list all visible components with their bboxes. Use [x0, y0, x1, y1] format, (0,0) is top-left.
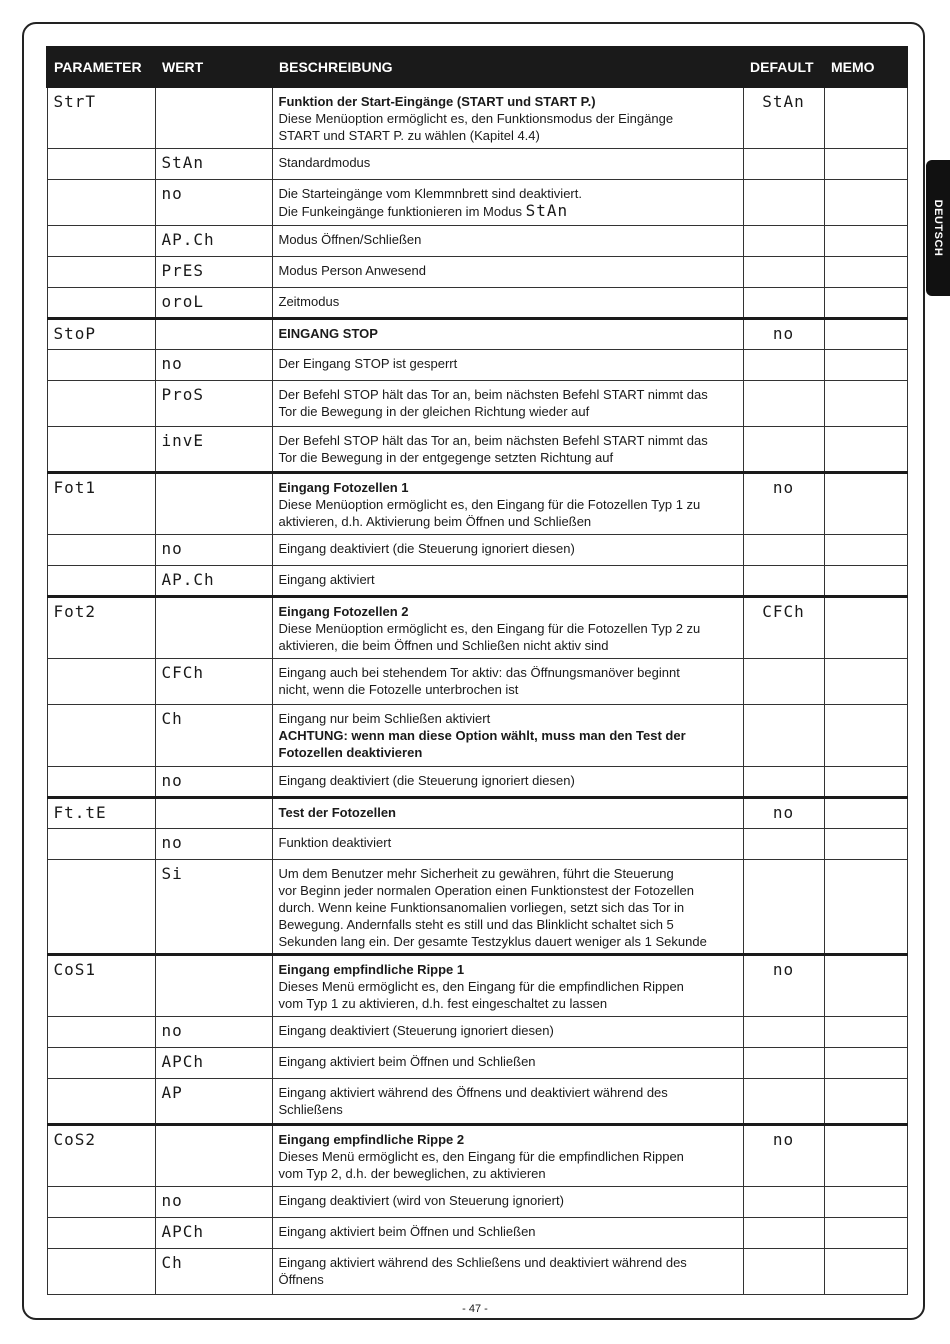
description-cell [272, 566, 743, 597]
memo-cell [824, 350, 907, 381]
description-line: Der Eingang STOP ist gesperrt [278, 356, 458, 371]
description-title: Eingang empfindliche Rippe 2 [278, 1132, 465, 1147]
description-line: Bewegung. Andernfalls steht es still und das Blinklicht schaltet sich 5 [278, 917, 674, 932]
description-line: Um dem Benutzer mehr Sicherheit zu gewähren, führt die Steuerung [278, 866, 674, 881]
memo-cell [824, 87, 907, 149]
value-cell [155, 1187, 272, 1218]
value-cell [155, 535, 272, 566]
parameter-cell [47, 226, 155, 257]
description-cell [272, 180, 743, 226]
parameter-cell [47, 427, 155, 473]
table-row [47, 798, 907, 829]
parameter-cell [47, 659, 155, 705]
description-cell [272, 319, 743, 350]
parameter-cell [47, 597, 155, 659]
memo-cell [824, 180, 907, 226]
default-cell [743, 149, 824, 180]
parameter-cell [47, 535, 155, 566]
default-cell [743, 860, 824, 955]
value-code: PrES [161, 261, 205, 280]
memo-cell [824, 705, 907, 767]
memo-cell [824, 566, 907, 597]
default-code: no [772, 324, 795, 343]
description-title: Test der Fotozellen [278, 805, 396, 820]
value-code: AP [161, 1083, 183, 1102]
parameter-cell [47, 149, 155, 180]
value-code: ProS [161, 385, 205, 404]
parameter-cell [47, 180, 155, 226]
value-cell [155, 860, 272, 955]
memo-cell [824, 257, 907, 288]
default-cell [743, 226, 824, 257]
value-code: Ch [161, 709, 183, 728]
memo-cell [824, 319, 907, 350]
value-code: no [161, 833, 183, 852]
value-cell [155, 1079, 272, 1125]
parameter-cell [47, 257, 155, 288]
value-cell [155, 257, 272, 288]
default-cell [743, 1218, 824, 1249]
value-code: oroL [161, 292, 205, 311]
value-cell [155, 955, 272, 1017]
table-row [47, 427, 907, 473]
description-cell [272, 149, 743, 180]
description-line: Eingang aktiviert [278, 572, 375, 587]
default-cell [743, 798, 824, 829]
parameter-cell [47, 1249, 155, 1295]
table-row [47, 767, 907, 798]
default-cell [743, 597, 824, 659]
table-row [47, 1125, 907, 1187]
description-line: aktivieren, die beim Öffnen und Schließen nicht aktiv sind [278, 638, 609, 653]
description-cell [272, 955, 743, 1017]
default-code: no [772, 478, 795, 497]
value-cell [155, 659, 272, 705]
value-cell [155, 1017, 272, 1048]
default-cell [743, 767, 824, 798]
memo-cell [824, 1125, 907, 1187]
parameter-cell [47, 87, 155, 149]
parameter-cell [47, 350, 155, 381]
parameter-cell [47, 1187, 155, 1218]
memo-cell [824, 473, 907, 535]
description-cell [272, 535, 743, 566]
memo-cell [824, 1187, 907, 1218]
description-cell [272, 257, 743, 288]
default-cell [743, 566, 824, 597]
language-tab-label: DEUTSCH [932, 199, 944, 257]
value-cell [155, 705, 272, 767]
default-cell [743, 427, 824, 473]
default-cell [743, 180, 824, 226]
table-row [47, 1017, 907, 1048]
table-row [47, 350, 907, 381]
header-beschreibung: BESCHREIBUNG [272, 47, 743, 87]
description-line: Eingang deaktiviert (die Steuerung ignoriert diesen) [278, 773, 575, 788]
description-line: Dieses Menü ermöglicht es, den Eingang für die empfindlichen Rippen [278, 979, 684, 994]
description-line: Schließens [278, 1102, 343, 1117]
description-line: vor Beginn jeder normalen Operation einen Funktionstest der Fotozellen [278, 883, 695, 898]
default-code: no [772, 1130, 795, 1149]
description-line: Tor die Bewegung in der gleichen Richtung wieder auf [278, 404, 590, 419]
description-line: Eingang deaktiviert (die Steuerung ignoriert diesen) [278, 541, 575, 556]
description-line: Sekunden lang ein. Der gesamte Testzyklus dauert weniger als 1 Sekunde [278, 934, 707, 949]
default-cell [743, 659, 824, 705]
description-cell [272, 860, 743, 955]
table-row [47, 1249, 907, 1295]
default-cell [743, 1187, 824, 1218]
parameter-cell [47, 473, 155, 535]
table-body [47, 87, 907, 1295]
description-title: Eingang Fotozellen 2 [278, 604, 409, 619]
value-cell [155, 226, 272, 257]
value-cell [155, 566, 272, 597]
description-cell [272, 597, 743, 659]
parameter-cell [47, 319, 155, 350]
value-cell [155, 180, 272, 226]
header-default: DEFAULT [743, 47, 824, 87]
memo-cell [824, 427, 907, 473]
parameter-cell [47, 288, 155, 319]
description-cell [272, 767, 743, 798]
memo-cell [824, 798, 907, 829]
description-line: vom Typ 1 zu aktivieren, d.h. fest eingeschaltet zu lassen [278, 996, 608, 1011]
description-cell [272, 1125, 743, 1187]
table-row [47, 535, 907, 566]
default-code: StAn [762, 92, 805, 111]
parameter-cell [47, 1017, 155, 1048]
header-memo: MEMO [824, 47, 907, 87]
description-cell [272, 288, 743, 319]
page-number: - 47 - [462, 1303, 488, 1315]
parameter-code: StrT [53, 92, 97, 111]
description-line: nicht, wenn die Fotozelle unterbrochen ist [278, 682, 519, 697]
memo-cell [824, 381, 907, 427]
table-row [47, 257, 907, 288]
parameter-code: StoP [53, 324, 97, 343]
parameter-cell [47, 1048, 155, 1079]
description-line: Eingang auch bei stehendem Tor aktiv: das Öffnungsmanöver beginnt [278, 665, 680, 680]
memo-cell [824, 597, 907, 659]
memo-cell [824, 1218, 907, 1249]
table-row [47, 705, 907, 767]
description-line: Der Befehl STOP hält das Tor an, beim nächsten Befehl START nimmt das [278, 433, 708, 448]
value-cell [155, 149, 272, 180]
memo-cell [824, 1017, 907, 1048]
parameter-cell [47, 767, 155, 798]
default-cell [743, 350, 824, 381]
value-cell [155, 597, 272, 659]
table-row [47, 955, 907, 1017]
value-cell [155, 798, 272, 829]
table-row [47, 1048, 907, 1079]
description-line: Diese Menüoption ermöglicht es, den Eingang für die Fotozellen Typ 2 zu [278, 621, 701, 636]
parameter-cell [47, 1125, 155, 1187]
value-cell [155, 350, 272, 381]
description-line: aktivieren, d.h. Aktivierung beim Öffnen und Schließen [278, 514, 592, 529]
description-cell [272, 1017, 743, 1048]
description-line: Eingang deaktiviert (wird von Steuerung ignoriert) [278, 1193, 564, 1208]
description-line: Tor die Bewegung in der entgegenge setzten Richtung auf [278, 450, 614, 465]
default-cell [743, 381, 824, 427]
description-line: Eingang aktiviert beim Öffnen und Schließen [278, 1054, 536, 1069]
memo-cell [824, 767, 907, 798]
memo-cell [824, 829, 907, 860]
default-cell [743, 829, 824, 860]
default-cell [743, 955, 824, 1017]
parameter-cell [47, 381, 155, 427]
warning-text: ACHTUNG: wenn man diese Option wählt, muss man den Test der Fotozellen deaktivieren [278, 728, 686, 760]
value-cell [155, 1249, 272, 1295]
description-cell [272, 381, 743, 427]
memo-cell [824, 288, 907, 319]
description-cell [272, 1249, 743, 1295]
table-row [47, 1218, 907, 1249]
table-row [47, 829, 907, 860]
table-row [47, 288, 907, 319]
value-cell [155, 381, 272, 427]
description-line: Die Starteingänge vom Klemmnbrett sind deaktiviert. [278, 186, 582, 201]
table-row [47, 597, 907, 659]
value-code: no [161, 354, 183, 373]
default-cell [743, 87, 824, 149]
value-cell [155, 319, 272, 350]
description-line: Standardmodus [278, 155, 371, 170]
description-cell [272, 350, 743, 381]
value-cell [155, 473, 272, 535]
default-cell [743, 535, 824, 566]
value-cell [155, 1125, 272, 1187]
description-cell [272, 829, 743, 860]
description-line: Eingang aktiviert während des Öffnens und deaktiviert während des [278, 1085, 668, 1100]
description-line: Diese Menüoption ermöglicht es, den Eingang für die Fotozellen Typ 1 zu [278, 497, 701, 512]
description-cell [272, 705, 743, 767]
parameter-cell [47, 955, 155, 1017]
description-line: Funktion deaktiviert [278, 835, 392, 850]
language-tab [926, 160, 950, 296]
table-row [47, 860, 907, 955]
description-title: EINGANG STOP [278, 326, 378, 341]
memo-cell [824, 535, 907, 566]
description-line: Eingang aktiviert während des Schließens und deaktiviert während des [278, 1255, 687, 1270]
description-line [279, 202, 737, 220]
description-line-text: Die Funkeingänge funktionieren im Modus [278, 204, 526, 219]
memo-cell [824, 955, 907, 1017]
parameter-cell [47, 798, 155, 829]
header-parameter: PARAMETER [47, 47, 155, 87]
description-cell [272, 659, 743, 705]
description-cell [272, 427, 743, 473]
memo-cell [824, 659, 907, 705]
default-cell [743, 1125, 824, 1187]
description-line: Eingang deaktiviert (Steuerung ignoriert diesen) [278, 1023, 554, 1038]
description-line: Diese Menüoption ermöglicht es, den Funktionsmodus der Eingänge [278, 111, 674, 126]
memo-cell [824, 1249, 907, 1295]
value-code: AP.Ch [161, 570, 215, 589]
header-wert: WERT [155, 47, 272, 87]
default-cell [743, 319, 824, 350]
default-cell [743, 257, 824, 288]
memo-cell [824, 149, 907, 180]
default-cell [743, 1249, 824, 1295]
description-cell [272, 1048, 743, 1079]
memo-cell [824, 1079, 907, 1125]
default-cell [743, 288, 824, 319]
value-code: Si [161, 864, 183, 883]
table-row [47, 566, 907, 597]
default-code: CFCh [762, 602, 805, 621]
table-row [47, 226, 907, 257]
description-line: Zeitmodus [278, 294, 340, 309]
value-code: AP.Ch [161, 230, 215, 249]
parameter-table [46, 46, 908, 1295]
table-row [47, 1187, 907, 1218]
description-line: Eingang nur beim Schließen aktiviert [278, 711, 491, 726]
parameter-cell [47, 1218, 155, 1249]
description-line: Eingang aktiviert beim Öffnen und Schließen [278, 1224, 536, 1239]
description-line: Modus Öffnen/Schließen [278, 232, 422, 247]
table-row [47, 473, 907, 535]
parameter-cell [47, 1079, 155, 1125]
description-title: Funktion der Start-Eingänge (START und START P.) [278, 94, 596, 109]
description-line: Der Befehl STOP hält das Tor an, beim nächsten Befehl START nimmt das [278, 387, 708, 402]
memo-cell [824, 1048, 907, 1079]
value-code: StAn [161, 153, 205, 172]
value-cell [155, 288, 272, 319]
description-line: Dieses Menü ermöglicht es, den Eingang für die empfindlichen Rippen [278, 1149, 684, 1164]
table-row [47, 87, 907, 149]
value-code: APCh [161, 1052, 205, 1071]
description-line: durch. Wenn keine Funktionsanomalien vorliegen, setzt sich das Tor in [278, 900, 685, 915]
description-cell [272, 1187, 743, 1218]
parameter-code: Fot2 [53, 602, 97, 621]
table-row [47, 149, 907, 180]
default-cell [743, 473, 824, 535]
value-cell [155, 1048, 272, 1079]
memo-cell [824, 860, 907, 955]
value-code: no [161, 771, 183, 790]
parameter-cell [47, 705, 155, 767]
description-cell [272, 798, 743, 829]
description-cell [272, 473, 743, 535]
description-line: Öffnens [278, 1272, 324, 1287]
description-cell [272, 226, 743, 257]
value-cell [155, 767, 272, 798]
description-cell [272, 1218, 743, 1249]
table-row [47, 180, 907, 226]
description-title: Eingang Fotozellen 1 [278, 480, 409, 495]
value-cell [155, 1218, 272, 1249]
value-code: Ch [161, 1253, 183, 1272]
value-code: no [161, 1021, 183, 1040]
table-row [47, 381, 907, 427]
parameter-code: Fot1 [53, 478, 97, 497]
default-code: no [772, 803, 795, 822]
parameter-cell [47, 829, 155, 860]
default-cell [743, 1017, 824, 1048]
default-cell [743, 705, 824, 767]
value-code: APCh [161, 1222, 205, 1241]
description-title: Eingang empfindliche Rippe 1 [278, 962, 465, 977]
memo-cell [824, 226, 907, 257]
table-row [47, 659, 907, 705]
value-cell [155, 427, 272, 473]
description-line: START und START P. zu wählen (Kapitel 4.4) [278, 128, 540, 143]
inline-code: StAn [525, 201, 569, 220]
parameter-code: CoS1 [53, 960, 97, 979]
parameter-code: CoS2 [53, 1130, 97, 1149]
table-header-row [47, 47, 907, 87]
value-code: CFCh [161, 663, 205, 682]
value-code: invE [161, 431, 205, 450]
description-cell [272, 1079, 743, 1125]
table-row [47, 1079, 907, 1125]
description-cell [272, 87, 743, 149]
value-cell [155, 87, 272, 149]
parameter-cell [47, 566, 155, 597]
description-line: Modus Person Anwesend [278, 263, 426, 278]
value-code: no [161, 184, 183, 203]
description-line: vom Typ 2, d.h. der beweglichen, zu aktivieren [278, 1166, 546, 1181]
parameter-cell [47, 860, 155, 955]
parameter-code: Ft.tE [53, 803, 107, 822]
value-code: no [161, 539, 183, 558]
default-cell [743, 1048, 824, 1079]
value-code: no [161, 1191, 183, 1210]
default-cell [743, 1079, 824, 1125]
value-cell [155, 829, 272, 860]
table-row [47, 319, 907, 350]
default-code: no [772, 960, 795, 979]
